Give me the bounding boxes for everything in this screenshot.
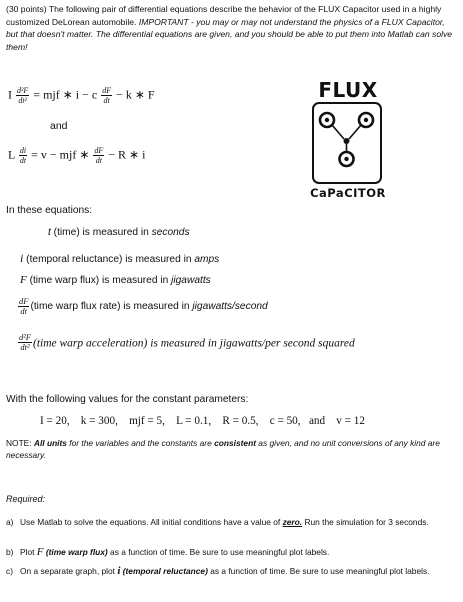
eq2-lhs-fraction: $\frac{di}{dt}$ (19, 146, 27, 165)
eq1-lhs-fraction: $\frac{\text{d²F}}{\text{dt²}}$ (17, 86, 29, 105)
intro-paragraph (6, 3, 458, 53)
def-current: i (temporal reluctance) is measured in amps (20, 251, 220, 265)
equation-1 (8, 86, 155, 105)
and-label: and (50, 120, 68, 132)
constants-heading: With the following values for the constant parameters: (6, 394, 249, 405)
required-item-a: a) Use Matlab to solve the equations. All initial conditions have a value of zero. Run the simulation for 3 seconds. (6, 517, 429, 527)
intro-emphasis: IMPORTANT - you may or may not understand the physics of a FLUX Capacitor, but that doesn't matter. The differential equations are given, and you should be able to put them into Matlab can solve them! (6, 16, 453, 52)
required-item-b: b) Plot F (time warp flux) as a function of time. Be sure to use meaningful plot labels. (6, 546, 330, 558)
definitions-heading: In these equations: (6, 205, 93, 216)
eq2-rhs-b: − R ∗ i (108, 147, 146, 162)
note-block: NOTE: All units for the variables and the constants are consistent as given, and no unit conversions of any kind are necessary. (6, 438, 440, 460)
eq1-rhs-b: − k ∗ F (116, 87, 155, 102)
eq1-rhs-fraction: $\frac{dF}{dt}$ (102, 86, 112, 105)
def-flux-rate: $\frac{dF}{dt}$ (time warp flux rate) is measured in jigawatts/second (19, 296, 268, 316)
required-heading: Required: (6, 494, 46, 504)
eq2-coef: L (8, 147, 15, 162)
logo-subtitle: CaPaCITOR (310, 186, 386, 200)
flux-capacitor-icon (314, 104, 379, 181)
eq1-coef: I (8, 87, 12, 102)
equation-2 (8, 146, 145, 165)
flux-capacitor-logo (312, 102, 382, 184)
eq1-rhs-a: = mjf ∗ i − c (33, 87, 98, 102)
def-time: t (time) is measured in seconds (48, 227, 190, 238)
def-flux: F (time warp flux) is measured in jigawatts (20, 274, 211, 286)
eq2-rhs-a: = v − mjf ∗ (31, 147, 90, 162)
def-flux-accel: $\frac{\text{d²F}}{\text{dt²}}$ (time warp acceleration) is measured in jigawatts/per second squared (19, 332, 355, 352)
constants-values: I = 20, k = 300, mjf = 5, L = 0.1, R = 0.5, c = 50, and v = 12 (40, 415, 365, 427)
required-item-c: c) On a separate graph, plot i (temporal reluctance) as a function of time. Be sure to use meaningful plot labels. (6, 565, 430, 577)
logo-title: FLUX (318, 78, 378, 102)
eq2-rhs-fraction: $\frac{dF}{dt}$ (94, 146, 104, 165)
intro-lead: (30 points) The following pair of differential equations describe the behavior of the FLUX Capacitor used in a highly customized DeLorean automobile. (6, 4, 442, 27)
